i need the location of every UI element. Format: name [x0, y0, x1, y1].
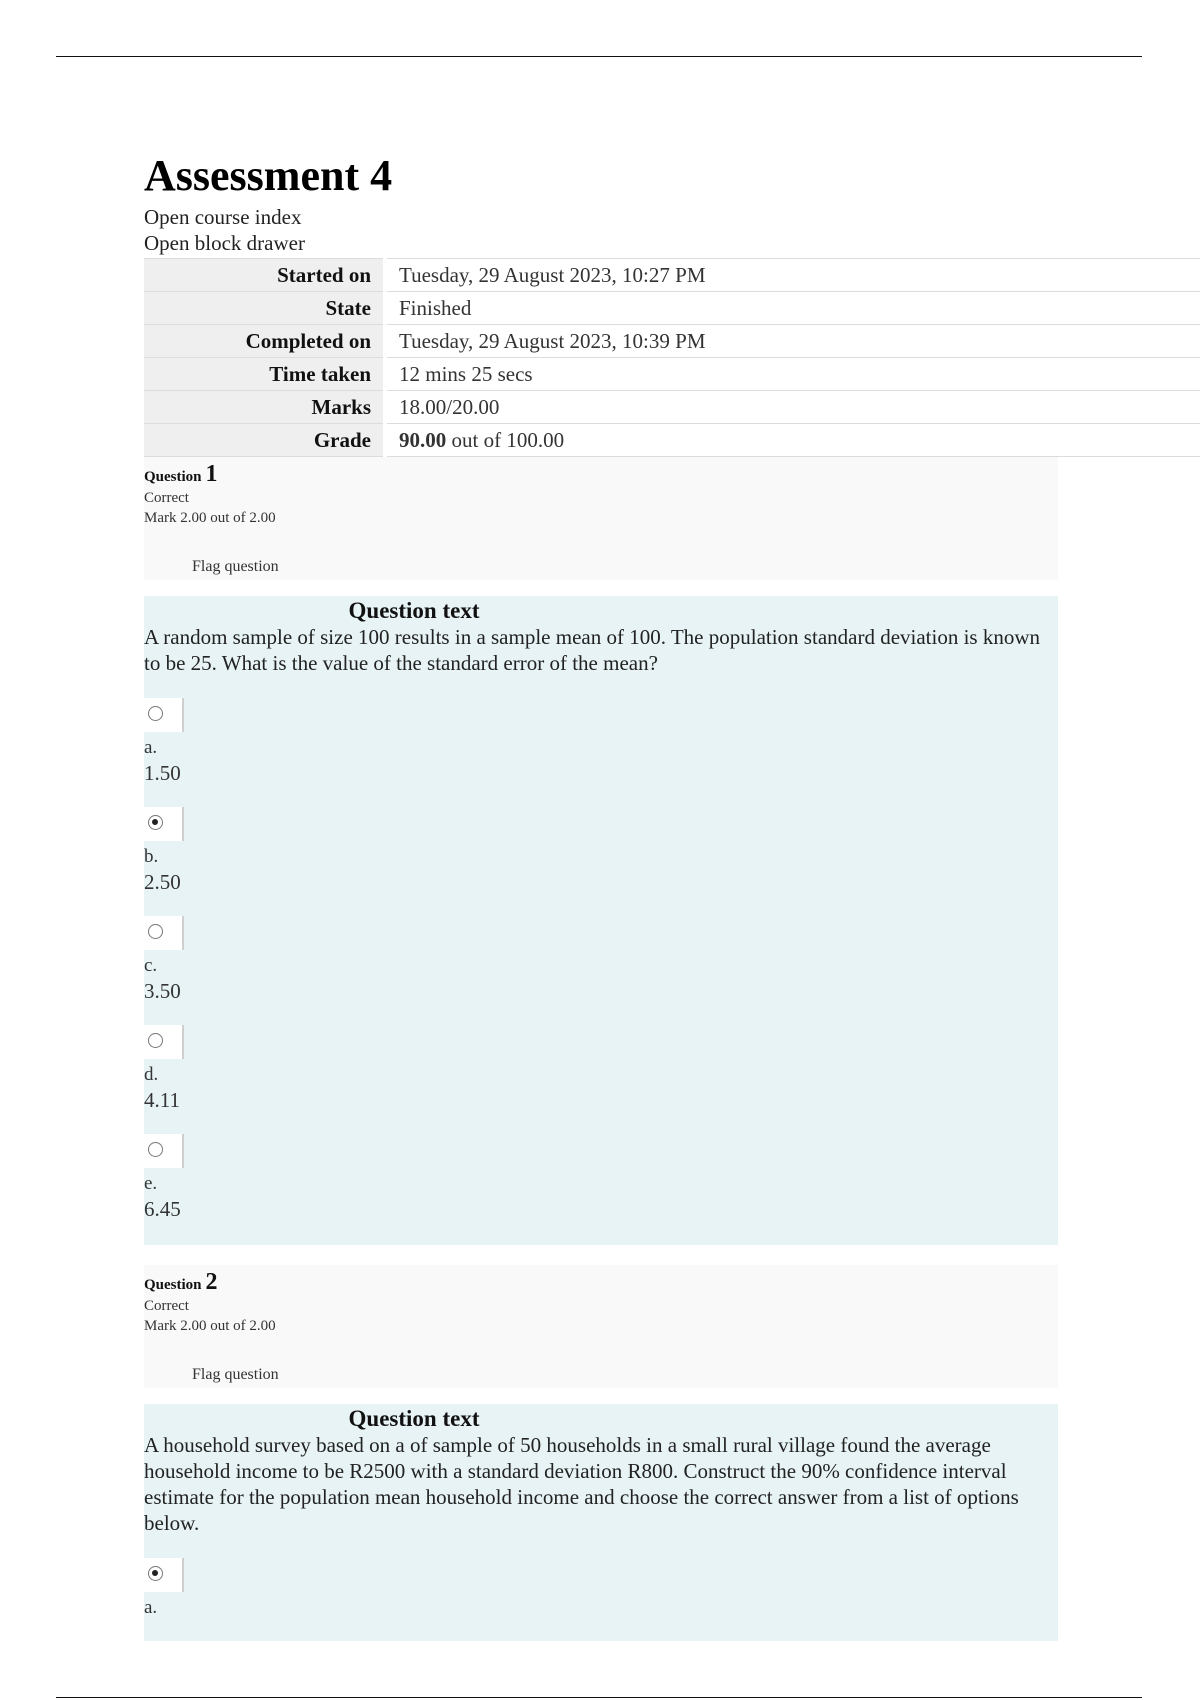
question-num: 1: [205, 461, 218, 487]
radio-button-selected[interactable]: [148, 815, 163, 830]
radio-container: [144, 1134, 184, 1168]
option-letter: a.: [144, 737, 158, 758]
summary-label: Completed on: [144, 325, 385, 358]
radio-container: [144, 1025, 184, 1059]
option-letter: d.: [144, 1064, 159, 1085]
radio-container: [144, 1558, 184, 1592]
summary-label: Grade: [144, 424, 385, 457]
option-value: 1.50: [144, 761, 181, 785]
radio-button[interactable]: [148, 706, 163, 721]
summary-row: [144, 259, 1200, 292]
flag-question-link[interactable]: Flag question: [192, 1366, 279, 1383]
summary-row: [144, 358, 1200, 391]
question-label: Question: [144, 1277, 202, 1293]
summary-row: [144, 391, 1200, 424]
summary-value: Tuesday, 29 August 2023, 10:39 PM: [385, 325, 1200, 358]
answer-option: [144, 797, 1058, 896]
answer-option: [144, 906, 1058, 1005]
question-text-heading: Question text: [348, 1406, 480, 1431]
radio-button[interactable]: [148, 924, 163, 939]
question-grade: Mark 2.00 out of 2.00: [144, 1318, 276, 1334]
attempt-summary-table: [144, 258, 1200, 457]
question-content: [144, 1404, 1058, 1641]
summary-value: 18.00/20.00: [385, 391, 1200, 424]
summary-label: Started on: [144, 259, 385, 292]
question-content: [144, 596, 1058, 1245]
question-text: A random sample of size 100 results in a sample mean of 100. The population standard deviation is known to be 25. What is the value of the standard error of the mean?: [144, 625, 1041, 675]
flag-question-link[interactable]: Flag question: [192, 558, 279, 575]
summary-value: Tuesday, 29 August 2023, 10:27 PM: [385, 259, 1200, 292]
summary-row: [144, 325, 1200, 358]
answer-option: [144, 1015, 1058, 1114]
summary-row: [144, 292, 1200, 325]
radio-button[interactable]: [148, 1033, 163, 1048]
question-num: 2: [205, 1269, 218, 1295]
option-value: 4.11: [144, 1088, 180, 1112]
bottom-rule: [56, 1697, 1142, 1698]
question-number: [144, 1269, 1058, 1296]
summary-value: Finished: [385, 292, 1200, 325]
question-2: [144, 1265, 1200, 1641]
option-value: 3.50: [144, 979, 181, 1003]
answer-options: [144, 1548, 1058, 1619]
question-info: [144, 1265, 1058, 1388]
open-block-drawer-link[interactable]: Open block drawer: [144, 231, 305, 255]
summary-value: 12 mins 25 secs: [385, 358, 1200, 391]
summary-label: Time taken: [144, 358, 385, 391]
radio-container: [144, 698, 184, 732]
question-1: [144, 457, 1200, 1245]
option-letter: a.: [144, 1597, 158, 1618]
question-text-heading: Question text: [348, 598, 480, 623]
question-state: Correct: [144, 490, 189, 506]
radio-container: [144, 807, 184, 841]
page-title: Assessment 4: [144, 151, 393, 200]
question-info: [144, 457, 1058, 580]
summary-label: Marks: [144, 391, 385, 424]
question-grade: Mark 2.00 out of 2.00: [144, 510, 276, 526]
option-letter: c.: [144, 955, 158, 976]
top-rule: [56, 56, 1142, 57]
question-label: Question: [144, 469, 202, 485]
page-content: [144, 140, 1200, 1641]
option-letter: b.: [144, 846, 159, 867]
grade-out-of: out of 100.00: [446, 427, 565, 452]
option-value: 6.45: [144, 1197, 181, 1221]
summary-label: State: [144, 292, 385, 325]
question-state: Correct: [144, 1298, 189, 1314]
answer-options: [144, 688, 1058, 1223]
answer-option: [144, 688, 1058, 787]
option-value: 2.50: [144, 870, 181, 894]
answer-option: [144, 1124, 1058, 1223]
question-number: [144, 461, 1058, 488]
summary-row: [144, 424, 1200, 457]
question-text: A household survey based on a of sample of 50 households in a small rural village found the average household income to be R2500 with a standard deviation R800. Construct the 90% confidence interval estimate for the population mean household income and choose the correct answer from a list of options below.: [144, 1433, 1019, 1535]
radio-container: [144, 916, 184, 950]
summary-value: [385, 424, 1200, 457]
radio-button-selected[interactable]: [148, 1566, 163, 1581]
open-course-index-link[interactable]: Open course index: [144, 205, 302, 229]
grade-value: 90.00: [399, 427, 447, 452]
answer-option: [144, 1548, 1058, 1619]
option-letter: e.: [144, 1173, 158, 1194]
radio-button[interactable]: [148, 1142, 163, 1157]
